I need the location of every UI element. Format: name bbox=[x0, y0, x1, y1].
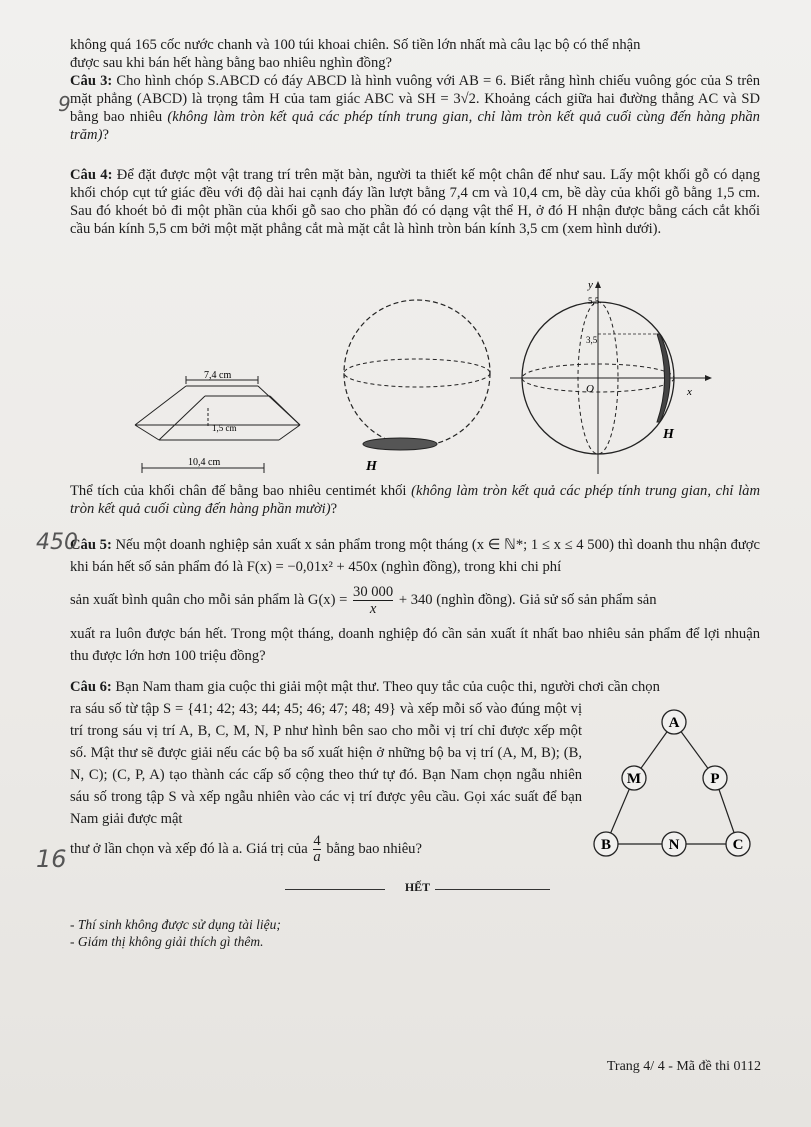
node-p: P bbox=[710, 771, 720, 787]
q3-end: ? bbox=[102, 127, 109, 143]
page-footer: Trang 4/ 4 - Mã đề thi 0112 bbox=[606, 1059, 761, 1074]
frustum-figure bbox=[135, 370, 300, 473]
axis-x-label: x bbox=[687, 386, 692, 398]
question-4-ask bbox=[70, 482, 760, 518]
q4-end: ? bbox=[330, 501, 338, 517]
q5-part-3: xuất ra luôn được bán hết. Trong một tháng, doanh nghiệp đó cần sản xuất ít nhất bao nhiêu sản phẩm để lợi nhuận thu được lớn hơn 100 triệu đồng? bbox=[70, 626, 760, 664]
q3-note: (không làm tròn kết quả các phép tính trung gian, chỉ làm tròn kết quả cuối cùng đến hàng phần trăm) bbox=[70, 109, 760, 143]
cap-label-h: H bbox=[663, 427, 674, 442]
handwritten-mark-2: 450 bbox=[36, 530, 78, 555]
triangle-diagram bbox=[590, 700, 765, 865]
radius-small-label: 3,5 bbox=[586, 335, 598, 345]
q5-label: Câu 5: bbox=[70, 537, 112, 553]
handwritten-mark-1: 9 bbox=[58, 92, 71, 116]
notes bbox=[70, 916, 760, 950]
handwritten-mark-3: 16 bbox=[36, 845, 67, 873]
node-n: N bbox=[668, 837, 680, 853]
axis-y-label: y bbox=[588, 279, 593, 291]
q5-part-2b: + 340 (nghìn đồng). Giả sử số sản phẩm sản bbox=[398, 591, 657, 608]
intro-line-1: không quá 165 cốc nước chanh và 100 túi khoai chiên. Số tiền lớn nhất mà câu lạc bộ có thể nhận bbox=[70, 37, 641, 53]
q6-frac-den: a bbox=[313, 849, 321, 865]
solid-label-h: H bbox=[366, 459, 377, 474]
radius-big-label: 5,5 bbox=[588, 296, 600, 306]
question-4 bbox=[70, 166, 760, 238]
q6-part-3a: thư ở lần chọn và xếp đó là a. Giá trị của bbox=[70, 840, 308, 857]
q4-text: Để đặt được một vật trang trí trên mặt bàn, người ta thiết kế một chân đế như sau. Lấy một khối gỗ có dạng khối chóp cụt tứ giác đều với độ dài hai cạnh đáy lần lượt bằng 7,4 cm và 10,4 cm, bề dày của khối gỗ bằng 1,5 cm. Sau đó khoét bỏ đi một phần của khối gỗ sao cho phần đó có dạng vật thể H, ở đó H nhận được bằng cách cắt khối cầu bán kính 5,5 cm bởi một mặt phẳng cắt mà mặt cắt là hình tròn bán kính 3,5 cm (xem hình dưới). bbox=[70, 167, 761, 237]
frustum-height: 1,5 cm bbox=[212, 423, 237, 433]
node-a: A bbox=[668, 715, 680, 731]
q6-part-2: ra sáu số từ tập S = {41; 42; 43; 44; 45; 46; 47; 48; 49} và xếp mỗi số vào đúng một vị trí trong sáu vị trí A, B, C, M, N, P như hình bên sao cho mỗi vị trí chỉ được xếp một số. Mật thư sẽ được giải nếu các bộ ba số xuất hiện ở những bộ ba vị trí (A, M, B); (B, N, C); (C, P, A) tạo thành các cấp số cộng theo thứ tự đó. Bạn Nam chọn ngẫu nhiên sáu số trong tập S và xếp ngẫu nhiên vào các vị trí được yêu cầu. Gọi xác suất để bạn Nam giải được mật bbox=[70, 701, 582, 827]
q6-frac-num: 4 bbox=[313, 833, 321, 849]
question-6 bbox=[70, 676, 760, 698]
question-3 bbox=[70, 72, 760, 144]
origin-label: O bbox=[586, 383, 594, 395]
end-rule-right bbox=[435, 889, 550, 890]
q5-part-2a: sản xuất bình quân cho mỗi sản phẩm là G(x) = bbox=[70, 591, 348, 608]
node-c: C bbox=[732, 837, 744, 853]
question-6-body bbox=[70, 698, 582, 865]
coordinate-sphere-figure bbox=[510, 279, 712, 474]
q3-text: Cho hình chóp S.ABCD có đáy ABCD là hình vuông với AB = 6. Biết rằng hình chiếu vuông góc của S trên mặt phẳng (ABCD) là trọng tâm H của tam giác ABC và SH = 3√2. Khoảng cách giữa hai đường thẳng AC và SD bằng bao nhiêu bbox=[70, 73, 760, 125]
end-mark-text: HẾT bbox=[404, 880, 431, 894]
q4-label: Câu 4: bbox=[70, 167, 113, 183]
frustum-top-width: 7,4 cm bbox=[204, 370, 232, 381]
q6-label: Câu 6: bbox=[70, 679, 112, 695]
note-2: - Giám thị không giải thích gì thêm. bbox=[70, 934, 264, 949]
q4-figures bbox=[60, 278, 760, 478]
q4-note: (không làm tròn kết quả các phép tính trung gian, chỉ làm tròn kết quả cuối cùng đến hàng phần mười) bbox=[70, 483, 760, 517]
q6-part-3b: bằng bao nhiêu? bbox=[326, 840, 422, 857]
end-rule-left bbox=[285, 889, 385, 890]
q3-label: Câu 3: bbox=[70, 73, 113, 89]
node-b: B bbox=[600, 837, 612, 853]
frustum-bottom-width: 10,4 cm bbox=[188, 457, 221, 468]
q5-frac-den: x bbox=[369, 601, 377, 617]
q5-part-1: Nếu một doanh nghiệp sản xuất x sản phẩm trong một tháng (x ∈ ℕ*; 1 ≤ x ≤ 4 500) thì doanh thu nhận được khi bán hết số sản phẩm đó là F(x) = −0,01x² + 450x (nghìn đồng), trong khi chi phí bbox=[70, 537, 760, 575]
note-1: - Thí sinh không được sử dụng tài liệu; bbox=[70, 917, 281, 932]
intro-block bbox=[70, 36, 760, 72]
intro-line-2: được sau khi bán hết hàng bằng bao nhiêu nghìn đồng? bbox=[70, 55, 393, 71]
node-m: M bbox=[626, 771, 642, 787]
sphere-cut-figure bbox=[344, 300, 490, 474]
q4-question: Thể tích của khối chân đế bằng bao nhiêu centimét khối bbox=[70, 483, 407, 499]
question-5 bbox=[70, 534, 760, 667]
q5-frac-num: 30 000 bbox=[353, 584, 394, 600]
end-mark bbox=[285, 880, 550, 895]
q6-part-1: Bạn Nam tham gia cuộc thi giải một mật thư. Theo quy tắc của cuộc thi, người chơi cần chọn bbox=[115, 679, 660, 695]
